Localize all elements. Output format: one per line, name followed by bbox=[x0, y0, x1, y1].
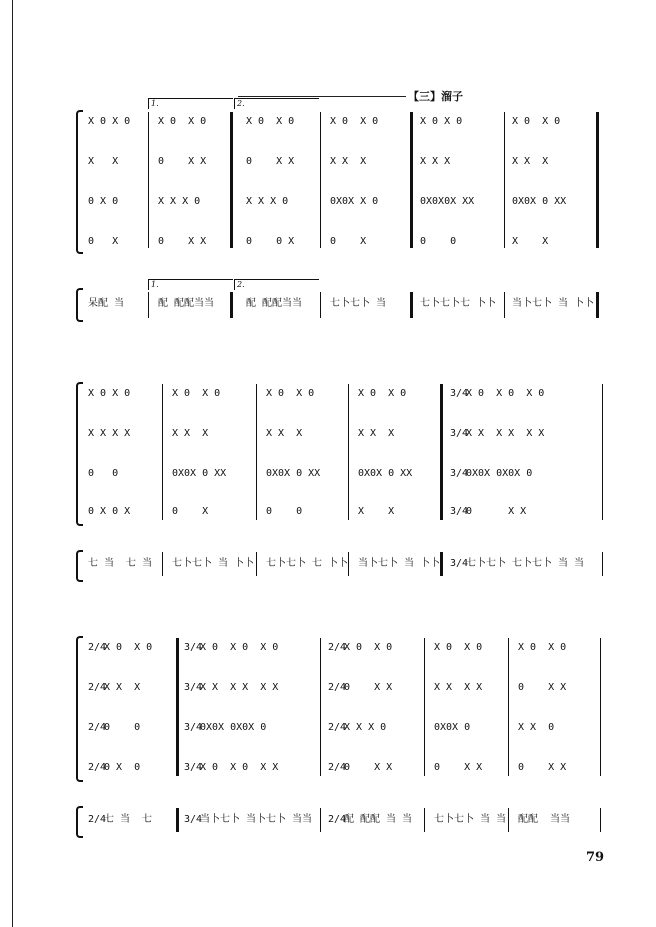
percussion-cell: 七卜七卜 当 bbox=[330, 298, 387, 309]
notation-cell: 0 0 bbox=[104, 722, 141, 733]
percussion-cell: 七卜七卜七 卜卜 bbox=[420, 298, 497, 309]
percussion-cell: 七卜七卜 七 卜卜 bbox=[266, 558, 349, 569]
notation-cell: 0 0 bbox=[266, 506, 303, 517]
system-3-bracket bbox=[76, 636, 83, 782]
notation-cell: 0 X X bbox=[518, 762, 567, 773]
percussion-cell: 配配 当当 bbox=[518, 814, 571, 825]
system-3-percussion-bracket bbox=[76, 806, 83, 838]
notation-cell: 0 X X bbox=[246, 156, 295, 167]
notation-cell: 0 X X bbox=[158, 156, 207, 167]
barline bbox=[508, 808, 509, 832]
barline bbox=[508, 638, 509, 776]
percussion-cell: 当卜七卜 当 卜卜 bbox=[358, 558, 441, 569]
volta-second-ending: 2. bbox=[234, 98, 319, 109]
notation-cell: X X X bbox=[330, 156, 367, 167]
barline bbox=[424, 808, 425, 832]
notation-cell: X 0 X 0 bbox=[158, 116, 207, 127]
barline bbox=[320, 638, 321, 776]
notation-cell: X 0 X 0 X 0 bbox=[466, 388, 545, 399]
repeat-barline bbox=[410, 112, 413, 248]
notation-cell: 0X0X 0X0X 0 bbox=[466, 468, 533, 479]
time-signature: 2/4 bbox=[88, 642, 107, 653]
notation-cell: X 0 X 0 bbox=[512, 116, 561, 127]
percussion-cell: 配 配配当当 bbox=[246, 298, 303, 309]
notation-cell: X X X 0 bbox=[158, 196, 201, 207]
notation-cell: X 0 X 0 bbox=[172, 388, 221, 399]
notation-cell: X 0 X 0 bbox=[358, 388, 407, 399]
percussion-cell: 当卜七卜 当卜七卜 当当 bbox=[200, 814, 313, 825]
time-signature: 3/4 bbox=[184, 814, 203, 825]
repeat-barline bbox=[440, 384, 443, 520]
notation-cell: X X X bbox=[358, 428, 395, 439]
notation-cell: X 0 X 0 bbox=[344, 642, 393, 653]
notation-cell: X 0 X 0 bbox=[88, 116, 131, 127]
notation-cell: X X X bbox=[512, 156, 549, 167]
notation-cell: 0X0X 0X0X 0 bbox=[200, 722, 267, 733]
notation-cell: 0 0 bbox=[88, 468, 119, 479]
notation-cell: X X X X bbox=[434, 682, 483, 693]
notation-cell: X X X 0 bbox=[344, 722, 387, 733]
notation-cell: 0X0X 0 XX bbox=[172, 468, 227, 479]
notation-cell: 0 X 0 bbox=[88, 196, 119, 207]
notation-cell: 0 0 X bbox=[246, 236, 295, 247]
system-2-bracket bbox=[76, 382, 83, 526]
notation-cell: 0 X X bbox=[434, 762, 483, 773]
notation-cell: X 0 X 0 bbox=[434, 642, 483, 653]
notation-cell: X 0 X 0 bbox=[518, 642, 567, 653]
repeat-barline bbox=[440, 552, 443, 576]
time-signature: 3/4 bbox=[184, 682, 203, 693]
notation-cell: X 0 X 0 bbox=[88, 388, 131, 399]
notation-cell: X X X bbox=[266, 428, 303, 439]
notation-cell: X X bbox=[88, 156, 119, 167]
barline bbox=[320, 112, 321, 248]
notation-cell: X 0 X 0 bbox=[104, 642, 153, 653]
notation-cell: X X X X X X bbox=[466, 428, 545, 439]
barline bbox=[602, 552, 603, 576]
notation-cell: 0 X X bbox=[344, 682, 393, 693]
notation-cell: 0X0X 0 bbox=[434, 722, 471, 733]
barline bbox=[162, 384, 163, 520]
barline bbox=[320, 808, 321, 832]
time-signature: 3/4 bbox=[184, 762, 203, 773]
notation-cell: 0 X X bbox=[158, 236, 207, 247]
time-signature: 3/4 bbox=[450, 506, 469, 517]
notation-cell: X 0 X 0 bbox=[330, 116, 379, 127]
time-signature: 2/4 bbox=[328, 682, 347, 693]
notation-cell: 0 X 0 X bbox=[88, 506, 131, 517]
repeat-barline bbox=[410, 292, 413, 318]
barline bbox=[162, 552, 163, 576]
time-signature: 2/4 bbox=[328, 762, 347, 773]
final-barline bbox=[596, 112, 599, 248]
notation-cell: X 0 X 0 X 0 bbox=[200, 642, 279, 653]
system-1-bracket bbox=[76, 110, 83, 254]
notation-cell: 0 X bbox=[88, 236, 119, 247]
notation-cell: X 0 X 0 bbox=[246, 116, 295, 127]
volta-first-ending-percussion: 1. bbox=[148, 279, 233, 290]
barline bbox=[602, 384, 603, 520]
time-signature: 3/4 bbox=[184, 722, 203, 733]
barline bbox=[504, 292, 505, 318]
notation-cell: 0 X bbox=[172, 506, 209, 517]
double-barline bbox=[176, 808, 179, 832]
barline bbox=[348, 552, 349, 576]
volta-second-ending-percussion: 2. bbox=[234, 279, 319, 290]
time-signature: 3/4 bbox=[450, 388, 469, 399]
barline bbox=[504, 112, 505, 248]
notation-cell: X X 0 bbox=[518, 722, 555, 733]
notation-cell: X X X 0 bbox=[246, 196, 289, 207]
percussion-cell: 配 配配 当 当 bbox=[344, 814, 413, 825]
notation-cell: 0 X 0 bbox=[104, 762, 141, 773]
time-signature: 2/4 bbox=[88, 682, 107, 693]
page-number: 79 bbox=[586, 850, 605, 865]
barline bbox=[148, 112, 149, 248]
section-title: 【三】溜子 bbox=[408, 90, 463, 103]
barline bbox=[600, 808, 601, 832]
percussion-cell: 七卜七卜 七卜七卜 当 当 bbox=[466, 558, 585, 569]
notation-cell: X 0 X 0 bbox=[266, 388, 315, 399]
volta-first-ending: 1. bbox=[148, 98, 233, 109]
repeat-barline bbox=[230, 112, 233, 248]
notation-cell: 0 X X bbox=[466, 506, 527, 517]
repeat-barline bbox=[230, 292, 233, 318]
system-2-percussion-bracket bbox=[76, 550, 83, 582]
notation-cell: 0 X bbox=[330, 236, 367, 247]
final-barline bbox=[596, 292, 599, 318]
time-signature: 3/4 bbox=[450, 468, 469, 479]
notation-cell: 0X0X X 0 bbox=[330, 196, 379, 207]
double-barline bbox=[176, 638, 179, 776]
percussion-cell: 七 当 七 当 bbox=[88, 558, 153, 569]
barline bbox=[256, 384, 257, 520]
barline bbox=[348, 384, 349, 520]
barline bbox=[320, 292, 321, 318]
time-signature: 2/4 bbox=[328, 642, 347, 653]
barline bbox=[424, 638, 425, 776]
percussion-cell: 七卜七卜 当 当 bbox=[434, 814, 507, 825]
percussion-cell: 配 配配当当 bbox=[158, 298, 215, 309]
time-signature: 2/4 bbox=[88, 762, 107, 773]
notation-cell: 0X0X0X XX bbox=[420, 196, 475, 207]
time-signature: 2/4 bbox=[88, 722, 107, 733]
notation-cell: X X X X bbox=[88, 428, 131, 439]
notation-cell: X X bbox=[512, 236, 549, 247]
notation-cell: X X bbox=[358, 506, 395, 517]
time-signature: 2/4 bbox=[328, 814, 347, 825]
section-title-line bbox=[238, 96, 406, 97]
notation-cell: X 0 X 0 bbox=[420, 116, 463, 127]
time-signature: 2/4 bbox=[328, 722, 347, 733]
time-signature: 3/4 bbox=[450, 558, 469, 569]
barline bbox=[148, 292, 149, 318]
notation-cell: X X X bbox=[420, 156, 451, 167]
notation-cell: X X X bbox=[104, 682, 141, 693]
notation-cell: 0 0 bbox=[420, 236, 457, 247]
notation-cell: X X X bbox=[172, 428, 209, 439]
system-1-percussion-bracket bbox=[76, 288, 83, 322]
time-signature: 3/4 bbox=[184, 642, 203, 653]
barline bbox=[256, 552, 257, 576]
notation-cell: 0X0X 0 XX bbox=[266, 468, 321, 479]
notation-cell: X X X X X X bbox=[200, 682, 279, 693]
page-edge-line bbox=[12, 0, 13, 927]
percussion-cell: 呆配 当 bbox=[88, 298, 125, 309]
notation-cell: 0 X X bbox=[518, 682, 567, 693]
notation-cell: 0X0X 0 XX bbox=[358, 468, 413, 479]
barline bbox=[600, 638, 601, 776]
time-signature: 3/4 bbox=[450, 428, 469, 439]
time-signature: 2/4 bbox=[88, 814, 107, 825]
percussion-cell: 七 当 七 bbox=[104, 814, 153, 825]
notation-cell: X 0 X 0 X X bbox=[200, 762, 279, 773]
notation-cell: 0X0X 0 XX bbox=[512, 196, 567, 207]
percussion-cell: 七卜七卜 当 卜卜 bbox=[172, 558, 255, 569]
notation-cell: 0 X X bbox=[344, 762, 393, 773]
percussion-cell: 当卜七卜 当 卜卜 bbox=[512, 298, 595, 309]
